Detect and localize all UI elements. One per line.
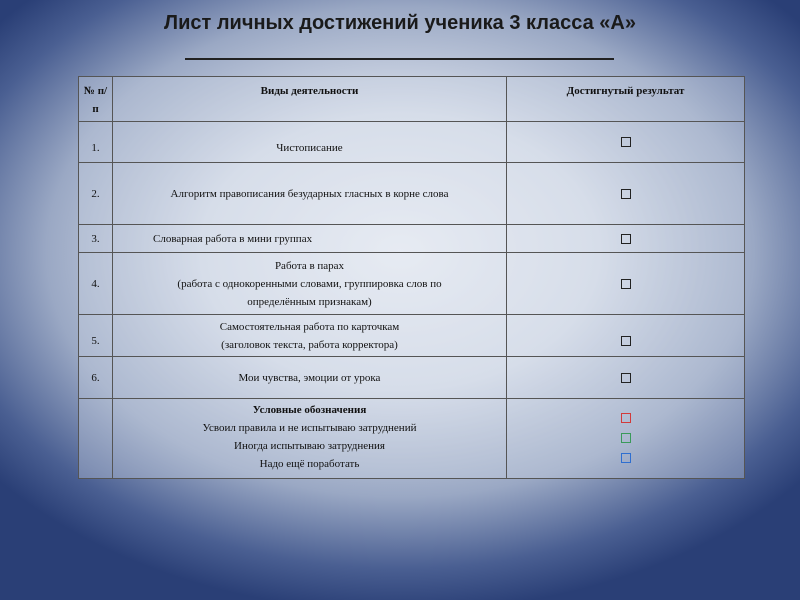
header-result: Достигнутый результат xyxy=(507,77,745,122)
page-title: Лист личных достижений ученика 3 класса «А» xyxy=(164,12,636,34)
legend-item-3: Надо ещё поработать xyxy=(259,458,360,470)
row-num: 4. xyxy=(79,253,113,315)
legend-text xyxy=(113,399,507,479)
row-activity: Самостоятельная работа по карточкам (заголовок текста, работа корректора) xyxy=(113,315,507,357)
legend-item-1: Усвоил правила и не испытываю затруднений xyxy=(202,422,417,434)
row-activity: Алгоритм правописания безударных гласных в корне слова xyxy=(113,163,507,225)
blue-square-icon xyxy=(621,453,631,463)
checkbox-icon[interactable] xyxy=(621,137,631,147)
result-checkbox[interactable] xyxy=(507,253,745,315)
row-activity: Словарная работа в мини группах xyxy=(113,225,507,253)
checkbox-icon[interactable] xyxy=(621,189,631,199)
checkbox-icon[interactable] xyxy=(621,234,631,244)
checkbox-icon[interactable] xyxy=(621,373,631,383)
result-checkbox[interactable] xyxy=(507,315,745,357)
achievements-table xyxy=(78,76,745,479)
legend-num-cell xyxy=(79,399,113,479)
table-row xyxy=(79,225,745,253)
table-row xyxy=(79,122,745,163)
header-num: № п/п xyxy=(79,77,113,122)
row-num: 6. xyxy=(79,357,113,399)
header-activity: Виды деятельности xyxy=(113,77,507,122)
result-checkbox[interactable] xyxy=(507,357,745,399)
title-underline xyxy=(185,58,614,60)
row-num: 5. xyxy=(79,315,113,357)
legend-title: Условные обозначения xyxy=(252,404,367,416)
row-num: 3. xyxy=(79,225,113,253)
checkbox-icon[interactable] xyxy=(621,336,631,346)
table-row xyxy=(79,163,745,225)
row-activity: Чистописание xyxy=(113,122,507,163)
legend-row xyxy=(79,399,745,479)
row-num: 1. xyxy=(79,122,113,163)
legend-boxes xyxy=(507,399,745,479)
legend-item-2: Иногда испытываю затруднения xyxy=(234,440,385,452)
row-num: 2. xyxy=(79,163,113,225)
checkbox-icon[interactable] xyxy=(621,279,631,289)
green-square-icon xyxy=(621,433,631,443)
table-row xyxy=(79,315,745,357)
row-activity: Мои чувства, эмоции от урока xyxy=(113,357,507,399)
table-row xyxy=(79,357,745,399)
red-square-icon xyxy=(621,413,631,423)
row-activity: Работа в парах (работа с однокоренными словами, группировка слов по определённым признакам) xyxy=(113,253,507,315)
result-checkbox[interactable] xyxy=(507,225,745,253)
result-checkbox[interactable] xyxy=(507,163,745,225)
result-checkbox[interactable] xyxy=(507,122,745,163)
table-header-row xyxy=(79,77,745,122)
table-row xyxy=(79,253,745,315)
